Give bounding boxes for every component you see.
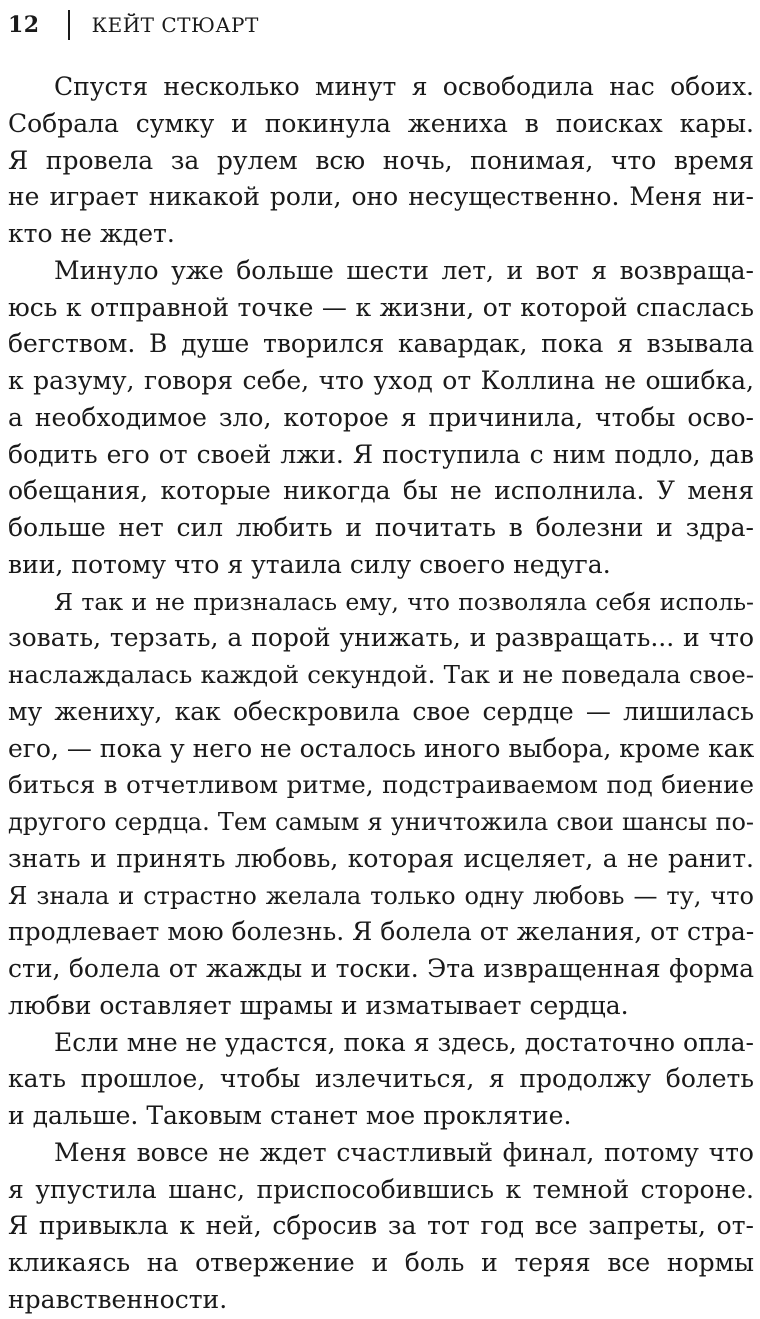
text-line: любви оставляет шрамы и изматывает сердца. [8, 990, 629, 1020]
text-line: кать прошлое, чтобы излечиться, я продолжу болеть [8, 1064, 754, 1094]
text-line: другого сердца. Тем самым я уничтожила свои шансы по- [8, 808, 754, 836]
page-header [8, 8, 259, 42]
text-line: нравственности. [8, 1284, 228, 1314]
text-line: Меня вовсе не ждет счастливый финал, потому что [54, 1137, 754, 1167]
text-line: продлевает мою болезнь. Я болела от желания, от стра- [8, 917, 754, 947]
header-divider [68, 10, 70, 40]
text-line: Если мне не удастся, пока я здесь, достаточно опла- [54, 1027, 754, 1057]
text-line: Я привыкла к ней, сбросив за тот год все запреты, от- [8, 1211, 754, 1241]
text-line: а необходимое зло, которое я причинила, чтобы осво- [8, 402, 754, 432]
text-line: не играет никакой роли, оно несущественно. Меня ни- [8, 182, 754, 212]
text-line: больше нет сил любить и почитать в болезни и здра- [8, 513, 754, 542]
text-line: Я провела за рулем всю ночь, понимая, что время [8, 145, 754, 175]
text-line: обещания, которые никогда бы не исполнила. У меня [8, 476, 754, 506]
text-line: наслаждалась каждой секундой. Так и не поведала свое- [8, 660, 754, 689]
body-text [8, 69, 754, 1319]
text-line: Спустя несколько минут я освободила нас обоих. [54, 72, 754, 101]
text-line: я упустила шанс, приспособившись к темной стороне. [8, 1174, 754, 1204]
running-head-author: КЕЙТ СТЮАРТ [91, 13, 259, 37]
text-line: юсь к отправной точке — к жизни, от которой спаслась [8, 292, 754, 322]
text-line: сти, болела от жажды и тоски. Эта извращенная форма [8, 954, 754, 983]
text-line: зовать, терзать, а порой унижать, и развращать... и что [8, 623, 754, 653]
text-line: кто не ждет. [8, 219, 175, 248]
page-number: 12 [8, 12, 40, 38]
text-line: Минуло уже больше шести лет, и вот я возвраща- [54, 255, 754, 285]
text-line: к разуму, говоря себе, что уход от Коллина не ошибка, [8, 366, 754, 395]
text-line: бодить его от своей лжи. Я поступила с ним подло, дав [8, 439, 754, 469]
text-line: вии, потому что я утаила силу своего недуга. [8, 549, 611, 579]
text-line: его, — пока у него не осталось иного выбора, кроме как [8, 733, 754, 763]
text-line: кликаясь на отвержение и боль и теряя все нормы [8, 1248, 754, 1277]
text-line: бегством. В душе творился кавардак, пока я взывала [8, 329, 754, 359]
text-line: Я знала и страстно желала только одну любовь — ту, что [8, 881, 754, 910]
text-line: Я так и не призналась ему, что позволяла себя исполь- [54, 587, 754, 616]
text-line: Собрала сумку и покинула жениха в поисках кары. [8, 108, 754, 138]
text-line: му жениху, как обескровила свое сердце — лишилась [8, 696, 754, 726]
text-line: биться в отчетливом ритме, подстраиваемом под биение [8, 770, 754, 800]
text-line: знать и принять любовь, которая исцеляет, а не ранит. [8, 843, 754, 873]
text-line: и дальше. Таковым станет мое проклятие. [8, 1101, 572, 1130]
